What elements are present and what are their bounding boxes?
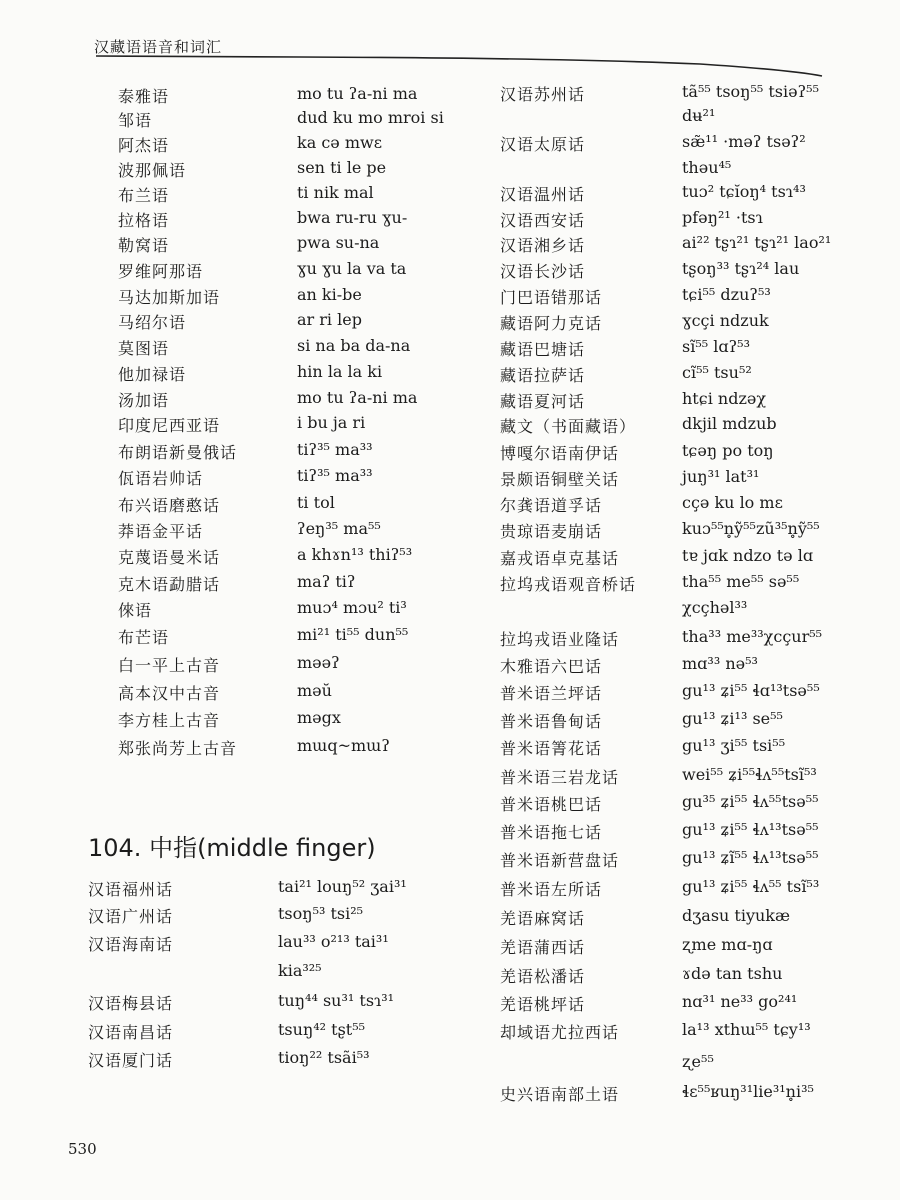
word-form: gu¹³ ʒi⁵⁵ tsi⁵⁵: [682, 736, 786, 755]
language-name: 藏语巴塘话: [500, 340, 586, 359]
language-name: 藏文（书面藏语）: [500, 417, 637, 436]
word-form: gu³⁵ ʑi⁵⁵ ɬʌ⁵⁵tsə⁵⁵: [682, 792, 819, 811]
word-form: məəʔ: [297, 653, 340, 672]
word-form: cçə ku lo mɛ: [682, 493, 783, 512]
language-name: 倈语: [118, 601, 153, 620]
word-form: χcçhəl³³: [682, 598, 748, 617]
word-form: ka cə mwɛ: [297, 133, 382, 152]
language-name: 莽语金平话: [118, 522, 204, 541]
word-form: məŭ: [297, 681, 332, 700]
word-form: gu¹³ ʑĩ⁵⁵ ɬʌ¹³tsə⁵⁵: [682, 848, 819, 867]
language-name: 普米语拖七话: [500, 823, 603, 842]
language-name: 普米语左所话: [500, 880, 603, 899]
language-name: 普米语箐花话: [500, 739, 603, 758]
language-name: 罗维阿那语: [118, 262, 204, 281]
word-form: bwa ru-ru ɣu-: [297, 208, 408, 227]
word-form: tioŋ²² tsãi⁵³: [278, 1048, 370, 1067]
language-name: 景颇语铜壁关话: [500, 470, 620, 489]
word-form: tiʔ³⁵ ma³³: [297, 440, 373, 459]
word-form: kia³²⁵: [278, 961, 322, 980]
language-name: 拉格语: [118, 211, 170, 230]
word-form: juŋ³¹ lat³¹: [682, 467, 760, 486]
language-name: 却域语尤拉西话: [500, 1023, 620, 1042]
language-name: 汉语太原话: [500, 135, 586, 154]
word-form: tã⁵⁵ tsoŋ⁵⁵ tsiəʔ⁵⁵: [682, 82, 820, 101]
page-number: 530: [68, 1140, 97, 1158]
word-form: tɕəŋ po toŋ: [682, 441, 774, 460]
language-name: 布兴语磨憨话: [118, 496, 221, 515]
word-form: lau³³ o²¹³ tai³¹: [278, 932, 389, 951]
language-name: 克蔑语曼米话: [118, 548, 221, 567]
word-form: dkjil mdzub: [682, 414, 777, 433]
language-name: 汉语南昌话: [88, 1023, 174, 1042]
word-form: sæ̃¹¹ ·məʔ tsəʔ²: [682, 132, 806, 151]
language-name: 克木语勐腊话: [118, 575, 221, 594]
word-form: an ki-be: [297, 285, 362, 304]
word-form: ai²² tʂɿ²¹ tʂɿ²¹ lao²¹: [682, 233, 832, 252]
language-name: 泰雅语: [118, 87, 170, 106]
word-form: gu¹³ ʑi⁵⁵ ɬɑ¹³tsə⁵⁵: [682, 681, 820, 700]
word-form: ɣu ɣu la va ta: [297, 259, 407, 278]
language-name: 邹语: [118, 111, 153, 130]
language-name: 汉语湘乡话: [500, 236, 586, 255]
word-form: kuɔ⁵⁵n̥ỹ⁵⁵zũ³⁵n̥ỹ⁵⁵: [682, 519, 820, 538]
language-name: 汉语长沙话: [500, 262, 586, 281]
language-name: 波那佩语: [118, 161, 187, 180]
word-form: dʉ²¹: [682, 106, 716, 125]
language-name: 郑张尚芳上古音: [118, 739, 238, 758]
language-name: 普米语鲁甸话: [500, 712, 603, 731]
word-form: ɤdə tan tshu: [682, 964, 783, 983]
language-name: 藏语拉萨话: [500, 366, 586, 385]
language-name: 羌语麻窝话: [500, 909, 586, 928]
language-name: 布芒语: [118, 628, 170, 647]
word-form: mo tu ʔa-ni ma: [297, 84, 418, 103]
running-header: 汉藏语语音和词汇: [94, 38, 223, 56]
word-form: sĩ⁵⁵ lɑʔ⁵³: [682, 337, 751, 356]
word-form: tɐ jɑk ndzo tə lɑ: [682, 546, 814, 565]
language-name: 门巴语错那话: [500, 288, 603, 307]
language-name: 印度尼西亚语: [118, 416, 221, 435]
word-form: tiʔ³⁵ ma³³: [297, 466, 373, 485]
word-form: mɑ³³ nə⁵³: [682, 654, 758, 673]
word-form: gu¹³ ʑi⁵⁵ ɬʌ¹³tsə⁵⁵: [682, 820, 819, 839]
word-form: si na ba da-na: [297, 336, 411, 355]
language-name: 博嘎尔语南伊话: [500, 444, 620, 463]
word-form: maʔ tiʔ: [297, 572, 356, 591]
word-form: pfəŋ²¹ ·tsɿ: [682, 208, 763, 227]
language-name: 木雅语六巴话: [500, 657, 603, 676]
language-name: 马绍尔语: [118, 313, 187, 332]
word-form: tsuŋ⁴² tʂt⁵⁵: [278, 1020, 366, 1039]
word-form: tuŋ⁴⁴ su³¹ tsɿ³¹: [278, 991, 395, 1010]
language-name: 阿杰语: [118, 136, 170, 155]
language-name: 马达加斯加语: [118, 288, 221, 307]
language-name: 李方桂上古音: [118, 711, 221, 730]
word-form: a khɤn¹³ thiʔ⁵³: [297, 545, 413, 564]
language-name: 普米语新营盘话: [500, 851, 620, 870]
language-name: 汤加语: [118, 391, 170, 410]
word-form: wei⁵⁵ ʑi⁵⁵ɬʌ⁵⁵tsĩ⁵³: [682, 765, 817, 784]
word-form: ʔeŋ³⁵ ma⁵⁵: [297, 519, 381, 538]
language-name: 拉坞戎语业隆话: [500, 630, 620, 649]
word-form: dud ku mo mroi si: [297, 108, 444, 127]
language-name: 羌语桃坪话: [500, 995, 586, 1014]
word-form: mi²¹ ti⁵⁵ dun⁵⁵: [297, 625, 409, 644]
language-name: 汉语温州话: [500, 185, 586, 204]
language-name: 莫图语: [118, 339, 170, 358]
word-form: ti nik mal: [297, 183, 374, 202]
word-form: gu¹³ ʑi⁵⁵ ɬʌ⁵⁵ tsĩ⁵³: [682, 877, 820, 896]
word-form: tai²¹ louŋ⁵² ʒai³¹: [278, 877, 407, 896]
word-form: tha³³ me³³χcçur⁵⁵: [682, 627, 823, 646]
language-name: 佤语岩帅话: [118, 469, 204, 488]
language-name: 汉语厦门话: [88, 1051, 174, 1070]
word-form: thəu⁴⁵: [682, 158, 732, 177]
language-name: 嘉戎语卓克基话: [500, 549, 620, 568]
word-form: gu¹³ ʑi¹³ se⁵⁵: [682, 709, 783, 728]
word-form: ʐe⁵⁵: [682, 1052, 714, 1071]
word-form: tuɔ² tɕĭoŋ⁴ tsɿ⁴³: [682, 182, 806, 201]
word-form: tha⁵⁵ me⁵⁵ sə⁵⁵: [682, 572, 800, 591]
language-name: 尔龚语道孚话: [500, 496, 603, 515]
language-name: 汉语西安话: [500, 211, 586, 230]
language-name: 汉语苏州话: [500, 85, 586, 104]
language-name: 汉语海南话: [88, 935, 174, 954]
word-form: la¹³ xthɯ⁵⁵ tɕy¹³: [682, 1020, 811, 1039]
word-form: ar ri lep: [297, 310, 362, 329]
word-form: hin la la ki: [297, 362, 383, 381]
language-name: 白一平上古音: [118, 656, 221, 675]
word-form: ɬɛ⁵⁵ʁuŋ³¹lie³¹n̥i³⁵: [682, 1082, 814, 1101]
word-form: pwa su-na: [297, 233, 380, 252]
word-form: muɔ⁴ mɔu² ti³: [297, 598, 407, 617]
word-form: ti tol: [297, 493, 335, 512]
word-form: htɕi ndzəχ: [682, 389, 767, 408]
word-form: dʒasu tiyukæ: [682, 906, 791, 925]
language-name: 羌语松潘话: [500, 967, 586, 986]
word-form: tɕi⁵⁵ dzuʔ⁵³: [682, 285, 771, 304]
word-form: mɯq~mɯʔ: [297, 736, 390, 755]
section-title: 104. 中指(middle finger): [88, 834, 376, 862]
word-form: nɑ³¹ ne³³ go²⁴¹: [682, 992, 798, 1011]
language-name: 藏语夏河话: [500, 392, 586, 411]
word-form: cĩ⁵⁵ tsu⁵²: [682, 363, 752, 382]
language-name: 贵琼语麦崩话: [500, 522, 603, 541]
word-form: tsoŋ⁵³ tsi²⁵: [278, 904, 364, 923]
language-name: 勒窝语: [118, 236, 170, 255]
word-form: ɣcçi ndzuk: [682, 311, 769, 330]
language-name: 普米语三岩龙话: [500, 768, 620, 787]
word-form: i bu ja ri: [297, 413, 366, 432]
word-form: məgx: [297, 708, 341, 727]
language-name: 汉语广州话: [88, 907, 174, 926]
word-form: mo tu ʔa-ni ma: [297, 388, 418, 407]
word-form: ʐme mɑ-ŋɑ: [682, 935, 773, 954]
language-name: 汉语福州话: [88, 880, 174, 899]
language-name: 藏语阿力克话: [500, 314, 603, 333]
language-name: 布兰语: [118, 186, 170, 205]
language-name: 布朗语新曼俄话: [118, 443, 238, 462]
language-name: 汉语梅县话: [88, 994, 174, 1013]
language-name: 羌语蒲西话: [500, 938, 586, 957]
language-name: 史兴语南部土语: [500, 1085, 620, 1104]
language-name: 拉坞戎语观音桥话: [500, 575, 637, 594]
word-form: sen ti le pe: [297, 158, 387, 177]
language-name: 他加禄语: [118, 365, 187, 384]
language-name: 普米语兰坪话: [500, 684, 603, 703]
language-name: 高本汉中古音: [118, 684, 221, 703]
word-form: tʂoŋ³³ tʂɿ²⁴ lau: [682, 259, 800, 278]
language-name: 普米语桃巴话: [500, 795, 603, 814]
